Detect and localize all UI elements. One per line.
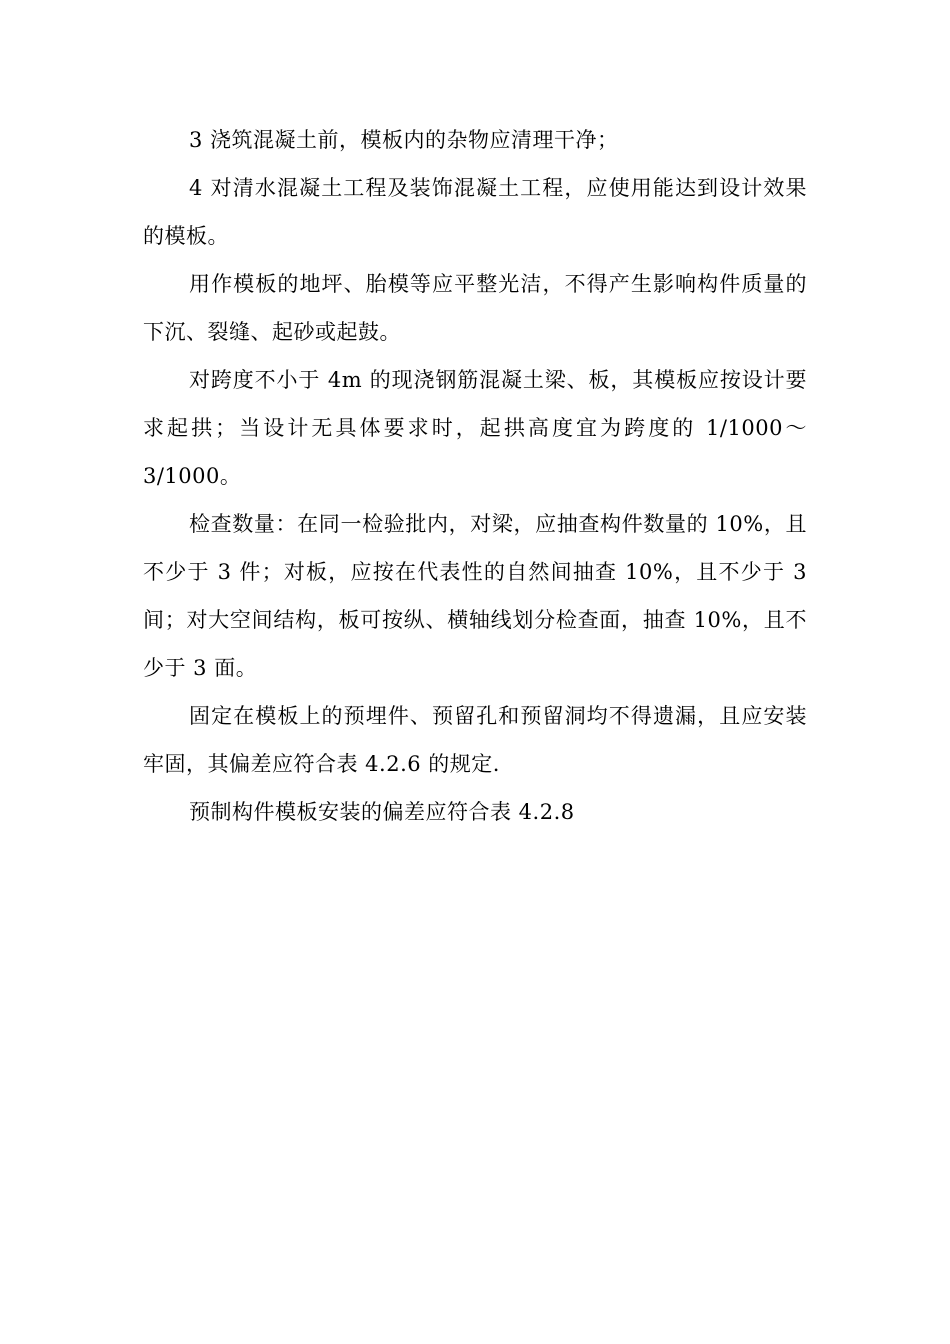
paragraph-embedded-parts: 固定在模板上的预埋件、预留孔和预留洞均不得遗漏，且应安装牢固，其偏差应符合表 4.2.6 的规定. bbox=[143, 704, 807, 776]
paragraph-item-4: 4 对清水混凝土工程及装饰混凝土工程，应使用能达到设计效果的模板。 bbox=[143, 176, 807, 248]
paragraph-inspection-quantity: 检查数量：在同一检验批内，对梁，应抽查构件数量的 10%，且不少于 3 件；对板，应按在代表性的自然间抽查 10%，且不少于 3 间；对大空间结构，板可按纵、横轴线划分检查面，抽查 10%，且不少于 3 面。 bbox=[143, 512, 807, 680]
paragraph-item-3: 3 浇筑混凝土前，模板内的杂物应清理干净； bbox=[189, 128, 619, 152]
paragraph-camber: 对跨度不小于 4m 的现浇钢筋混凝土梁、板，其模板应按设计要求起拱；当设计无具体要求时，起拱高度宜为跨度的 1/1000～3/1000。 bbox=[143, 368, 807, 488]
paragraph-formwork-ground: 用作模板的地坪、胎模等应平整光洁，不得产生影响构件质量的下沉、裂缝、起砂或起鼓。 bbox=[143, 272, 807, 344]
document-body bbox=[143, 116, 807, 836]
paragraph-precast-deviation: 预制构件模板安装的偏差应符合表 4.2.8 bbox=[189, 800, 575, 824]
